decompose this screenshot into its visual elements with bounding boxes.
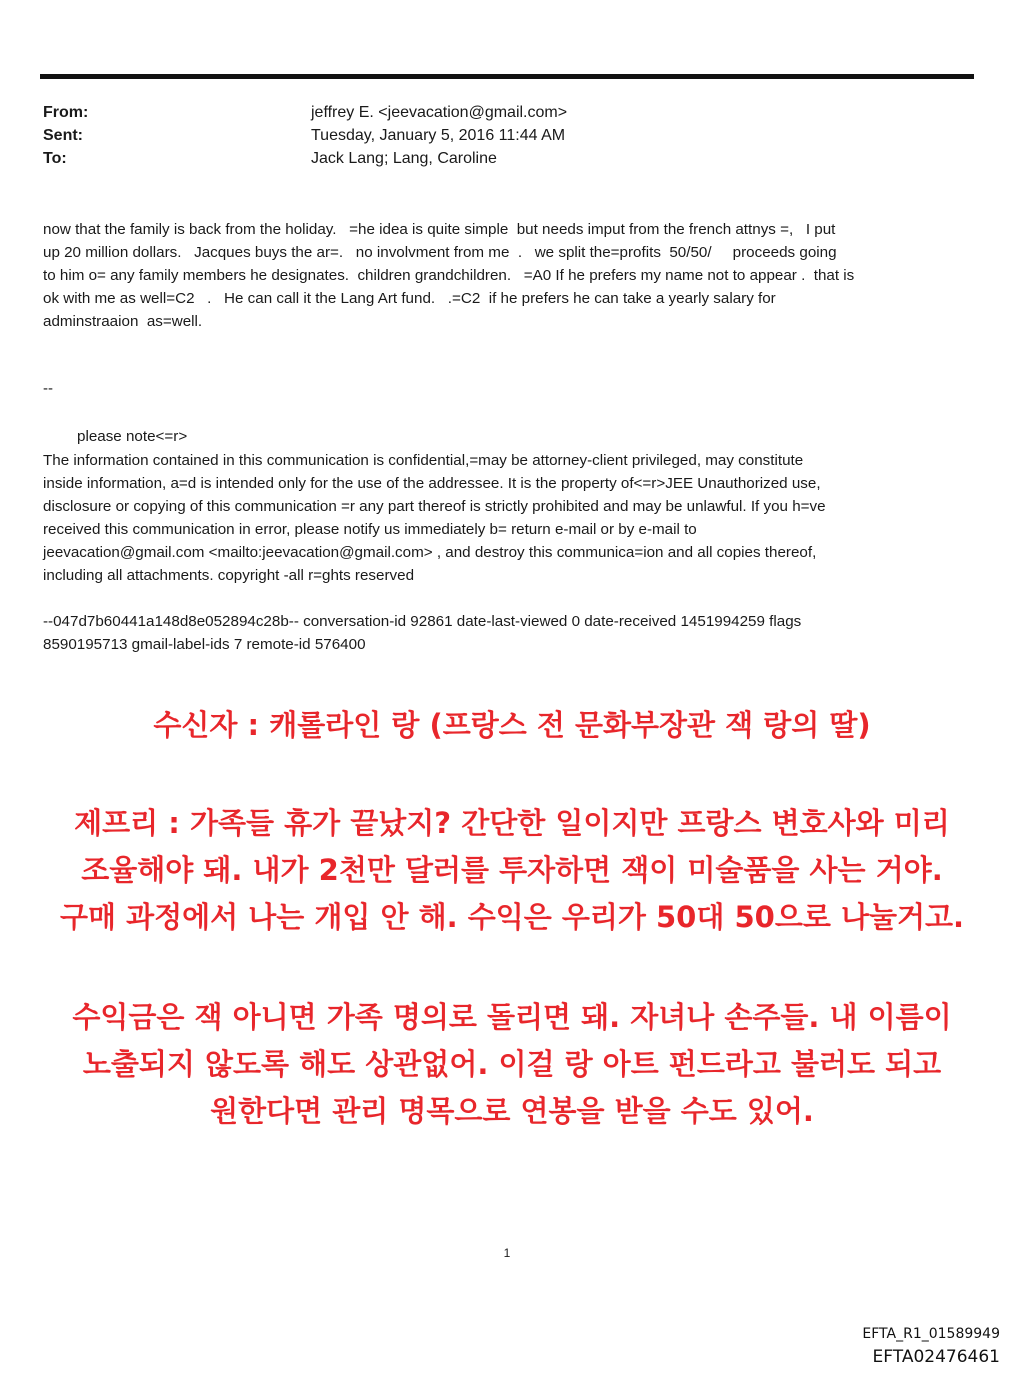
sent-value: Tuesday, January 5, 2016 11:44 AM [311, 127, 566, 144]
disclaimer-heading: please note<=r> [77, 428, 188, 445]
page-number: 1 [503, 1246, 511, 1260]
translation-recipient: 수신자 : 캐롤라인 랑 (프랑스 전 문화부장관 잭 랑의 딸) [153, 708, 871, 742]
translation-line: 수익금은 잭 아니면 가족 명의로 돌리면 돼. 자녀나 손주들. 내 이름이 [72, 1000, 952, 1034]
from-value: jeffrey E. <jeevacation@gmail.com> [311, 104, 568, 121]
email-body: now that the family is back from the holiday. =he idea is quite simple but needs imput from the french attnys =, I put up 20 million dollars. Jacques buys the ar=. no involvment from me . we split the=profits 50/50/ proceeds going to him o= any family members he designates. children grandchildren. =A0 If he prefers my name not to appear . that is ok with me as well=C2 . He can call it the Lang Art fund. .=C2 if he prefers he can take a yearly salary for adminstraaion as=well. [43, 221, 855, 330]
translation-line: 조율해야 돼. 내가 2천만 달러를 투자하면 잭이 미술품을 사는 거야. [81, 853, 943, 887]
translation-line: 구매 과정에서 나는 개입 안 해. 수익은 우리가 50대 50으로 나눌거고. [59, 900, 965, 934]
translation-line: 원한다면 관리 명목으로 연봉을 받을 수도 있어. [210, 1094, 814, 1128]
document-id-stamp-large: EFTA02476461 [872, 1347, 1000, 1367]
confidentiality-disclaimer: The information contained in this communication is confidential,=may be attorney-client privileged, may constitute inside information, a=d is intended only for the use of the addressee. It is the property of<=r>JEE Unauthorized use, disclosure or copying of this communication =r any part thereof is strictly prohibited and may be unlawful. If you h=ve received this communication in error, please notify us immediately b= return e-mail or by e-mail to jeevacation@gmail.com <mailto:jeevacation@gmail.com> , and destroy this communica=ion and all copies thereof, including all attachments. copyright -all r=ghts reserved [43, 452, 826, 584]
header-rule [40, 74, 974, 79]
to-value: Jack Lang; Lang, Caroline [311, 150, 497, 167]
document-id-stamp: EFTA_R1_01589949 [862, 1326, 1000, 1342]
sent-label: Sent: [43, 127, 83, 144]
translation-line: 노출되지 않도록 해도 상관없어. 이걸 랑 아트 펀드라고 불러도 되고 [82, 1047, 942, 1081]
translation-line: 제프리 : 가족들 휴가 끝났지? 간단한 일이지만 프랑스 변호사와 미리 [74, 806, 950, 840]
signature-separator: -- [43, 380, 53, 397]
email-metadata: --047d7b60441a148d8e052894c28b-- conversation-id 92861 date-last-viewed 0 date-received 1451994259 flags 8590195713 gmail-label-ids 7 remote-id 576400 [43, 613, 802, 653]
from-label: From: [43, 104, 89, 121]
to-label: To: [43, 150, 67, 167]
